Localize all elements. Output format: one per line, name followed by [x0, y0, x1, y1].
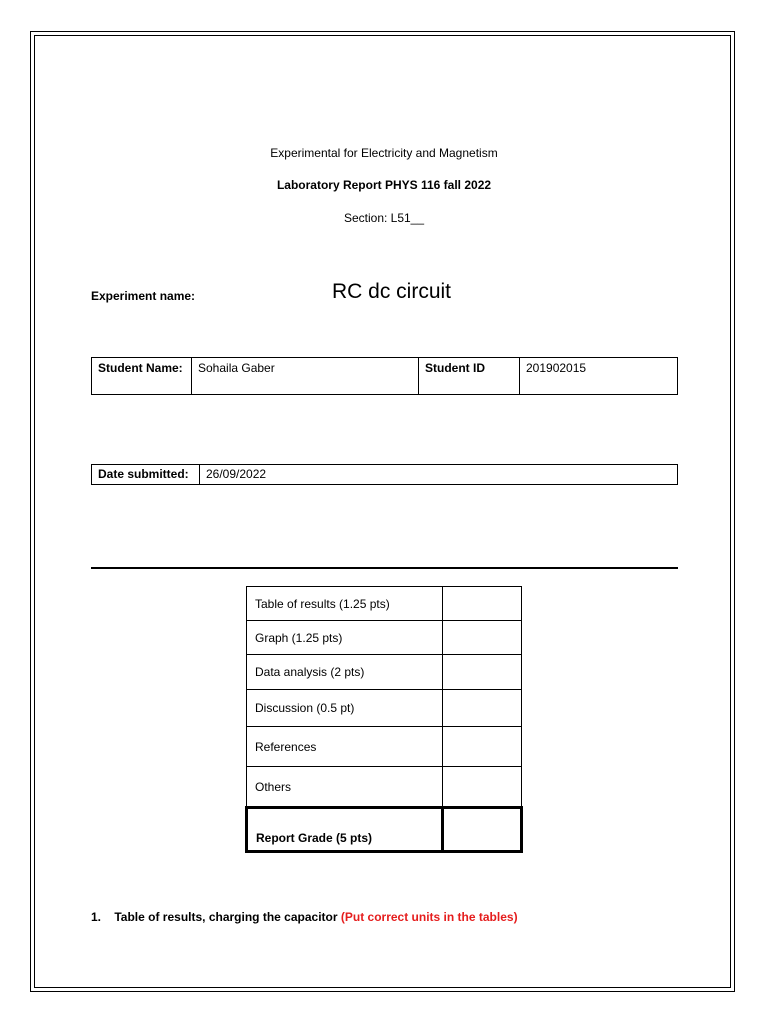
grading-row: [247, 655, 522, 690]
grading-row-label: Table of results (1.25 pts): [247, 587, 443, 621]
grading-row-score: [443, 587, 522, 621]
grading-row-score: [443, 767, 522, 808]
grading-row-label: Others: [247, 767, 443, 808]
student-id-label: Student ID: [419, 358, 520, 395]
date-submitted-table: [91, 464, 678, 485]
student-info-row: [92, 358, 678, 395]
grading-row: [247, 690, 522, 727]
student-name-value: Sohaila Gaber: [192, 358, 419, 395]
grading-row-label: References: [247, 727, 443, 767]
section-1-note: (Put correct units in the tables): [340, 910, 518, 924]
section-1-heading: [91, 910, 518, 924]
divider-rule: [91, 567, 678, 569]
grading-row-label: Discussion (0.5 pt): [247, 690, 443, 727]
final-grade-row: [247, 808, 522, 852]
experiment-name-label: Experiment name:: [91, 289, 196, 303]
grading-row: [247, 587, 522, 621]
student-name-label: Student Name:: [92, 358, 192, 395]
experiment-name-value: RC dc circuit: [332, 280, 452, 303]
course-title: Experimental for Electricity and Magnetism: [270, 146, 498, 160]
student-info-table: [91, 357, 678, 395]
grading-row-score: [443, 655, 522, 690]
grading-row: [247, 727, 522, 767]
grading-row-label: Data analysis (2 pts): [247, 655, 443, 690]
grading-row-label: Graph (1.25 pts): [247, 621, 443, 655]
student-id-value: 201902015: [520, 358, 678, 395]
section-1-text: Table of results, charging the capacitor: [114, 910, 338, 924]
section-1-number: 1.: [91, 910, 102, 924]
date-submitted-label: Date submitted:: [92, 465, 200, 485]
grading-row-score: [443, 690, 522, 727]
grading-row-score: [443, 621, 522, 655]
grading-row: [247, 621, 522, 655]
grading-table: [245, 586, 523, 853]
grading-row-score: [443, 727, 522, 767]
section-label: Section: L51__: [343, 211, 425, 225]
grading-row: [247, 767, 522, 808]
final-grade-score: [443, 808, 522, 852]
report-title: Laboratory Report PHYS 116 fall 2022: [276, 178, 492, 192]
final-grade-label: Report Grade (5 pts): [247, 808, 443, 852]
date-submitted-value: 26/09/2022: [200, 465, 678, 485]
date-row: [92, 465, 678, 485]
